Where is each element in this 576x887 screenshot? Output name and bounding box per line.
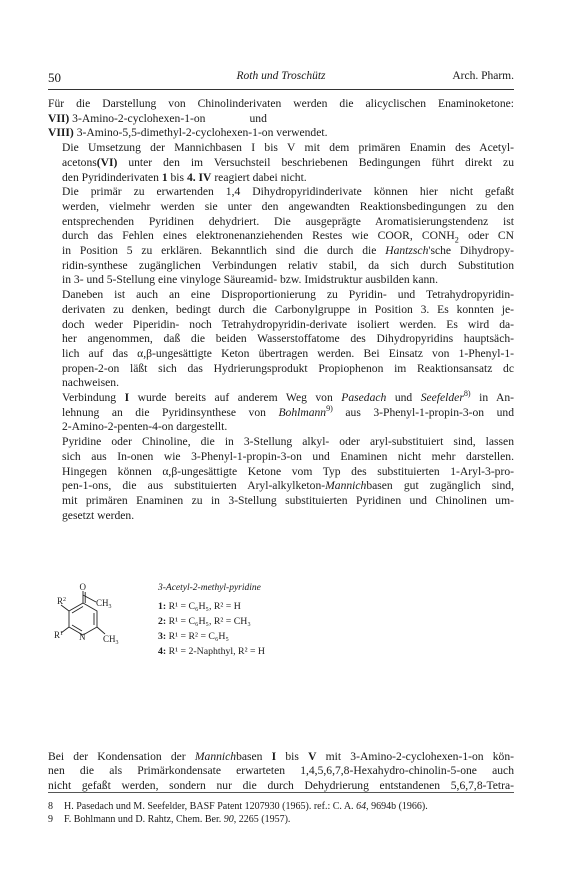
compound-entry: 1: R¹ = C₆H₅, R² = H	[158, 601, 241, 612]
footnote-9: 9 F. Bohlmann und D. Rahtz, Chem. Ber. 90, 2265 (1957).	[48, 814, 291, 825]
running-header	[48, 68, 514, 88]
oxygen-label: O	[79, 582, 86, 592]
compound-entry: 2: R¹ = C₆H₅, R² = CH₃	[158, 616, 251, 627]
paragraph-2: Die primär zu erwartenden 1,4 Dihydropyridinderivate können hier nicht gefaßt werden, vielmehr werden sie unter den angewandten Reaktionsbedingungen zu den entsprechenden Pyridinen dehydriert. Die ausgeprägte Aromatisierungstendenz ist durch das Fehlen eines elektronenanziehenden Restes wie COOR, $CONH_2$ oder CN in Position 5 zu erklären. Bekanntlich sind die durch die Hantzsch'sche Dihydropy- ridin-synthese zugänglichen Verbindungen relativ stabil, da sich durch Substitution in 3- und 5-Stellung eine vinyloge Säureamid- bzw. Imidstruktur ausbilden kann.	[62, 185, 515, 287]
intro-line: Für die Darstellung von Chinolinderivaten werden die alicyclischen Enaminoketone:	[48, 97, 514, 110]
acetyl-methyl-label: $CH_3$	[96, 598, 112, 610]
pyridine-structure-drawing	[54, 582, 158, 669]
r1-label: $R^1$	[54, 630, 64, 640]
header-rule	[48, 89, 514, 90]
structure-figure	[54, 582, 514, 669]
paragraph-3: Daneben ist auch an eine Disproportionierung zu Pyridin- und Tetrahydropyridin- derivaten zu denken, bedingt durch die Carbonylgruppe in Position 3. Es konnten je- doch weder Piperidin- noch Tetrahydropyridin-derivate isoliert werden. Es wird da- her angenommen, daß die beiden Wasserstoffatome des Dihydropyridins hauptsäch- lich auf das α,β-ungesättigte Keton übertragen werden. Bei Einsatz von 1-Phenyl-1- propen-2-on läßt sich das Hydrierungsprodukt Propiophenon im Reaktionsansatz dc nachweisen.	[62, 288, 514, 390]
compound-entry: 4: R¹ = 2-Naphthyl, R² = H	[158, 646, 266, 657]
footnote-rule	[48, 792, 514, 793]
nitrogen-label: N	[79, 632, 86, 642]
main-text-continued	[48, 738, 514, 805]
main-text	[48, 97, 514, 523]
ring-methyl-label: $CH_3$	[103, 634, 119, 646]
footnotes	[48, 800, 514, 826]
compound-entry: 3: R¹ = R² = C₆H₅	[158, 631, 229, 642]
compound-viii: VIII) 3-Amino-5,5-dimethyl-2-cyclohexen-1-on verwendet.	[48, 126, 328, 140]
paragraph-1: Die Umsetzung der Mannichbasen I bis V mit dem primären Enamin des Acetyl- acetons(VI) unter den im Versuchsteil beschriebenen Bedingungen führt direkt zu den Pyridinderivaten 1 bis 4. IV reagiert dabei nicht.	[62, 141, 514, 184]
page-number: 50	[48, 70, 61, 85]
paragraph-6: Bei der Kondensation der Mannichbasen I bis V mit 3-Amino-2-cyclohexen-1-on kön- nen die als Primärkondensate erwarteten 1,4,5,6,7,8-Hexahydro-chinolin-5-one auch nicht gefaßt werden, sondern nur die durch Dehydrierung entstandenen 5,6,7,8-Tetra-	[48, 749, 515, 792]
paragraph-4: Verbindung I wurde bereits auf anderem Weg von Pasedach und Seefelder$^{8)}$ in An- lehnung an die Pyridinsynthese von Bohlmann$^{9)}$ aus 3-Phenyl-1-propin-3-on und 2-Amino-2-penten-4-on dargestellt.	[62, 389, 514, 434]
footnote-8: 8 H. Pasedach und M. Seefelder, BASF Patent 1207930 (1965). ref.: C. A. 64, 9694b (1966).	[48, 801, 428, 812]
running-authors: Roth und Troschütz	[236, 70, 326, 82]
compound-vii: VII) 3-Amino-2-cyclohexen-1-on und	[48, 111, 267, 125]
figure-caption: 3-Acetyl-2-methyl-pyridine	[158, 583, 261, 593]
paragraph-5: Pyridine oder Chinoline, die in 3-Stellung alkyl- oder aryl-substituiert sind, lassen sich aus In-onen wie 3-Phenyl-1-propin-3-on und Enaminen nicht mehr darstellen. Hingegen können α,β-ungesättigte Ketone vom Typ des substituierten 1-Aryl-3-pro- pen-1-ons, die aus substituierten Aryl-alkylketon-Mannichbasen gut zugänglich sind, mit primären Enaminen zu in 3-Stellung substituierten Pyridinen und Chinolinen um- gesetzt werden.	[62, 435, 514, 522]
journal-abbrev: Arch. Pharm.	[452, 70, 514, 82]
compound-list	[158, 599, 265, 659]
r2-label: $R^2$	[57, 596, 67, 606]
